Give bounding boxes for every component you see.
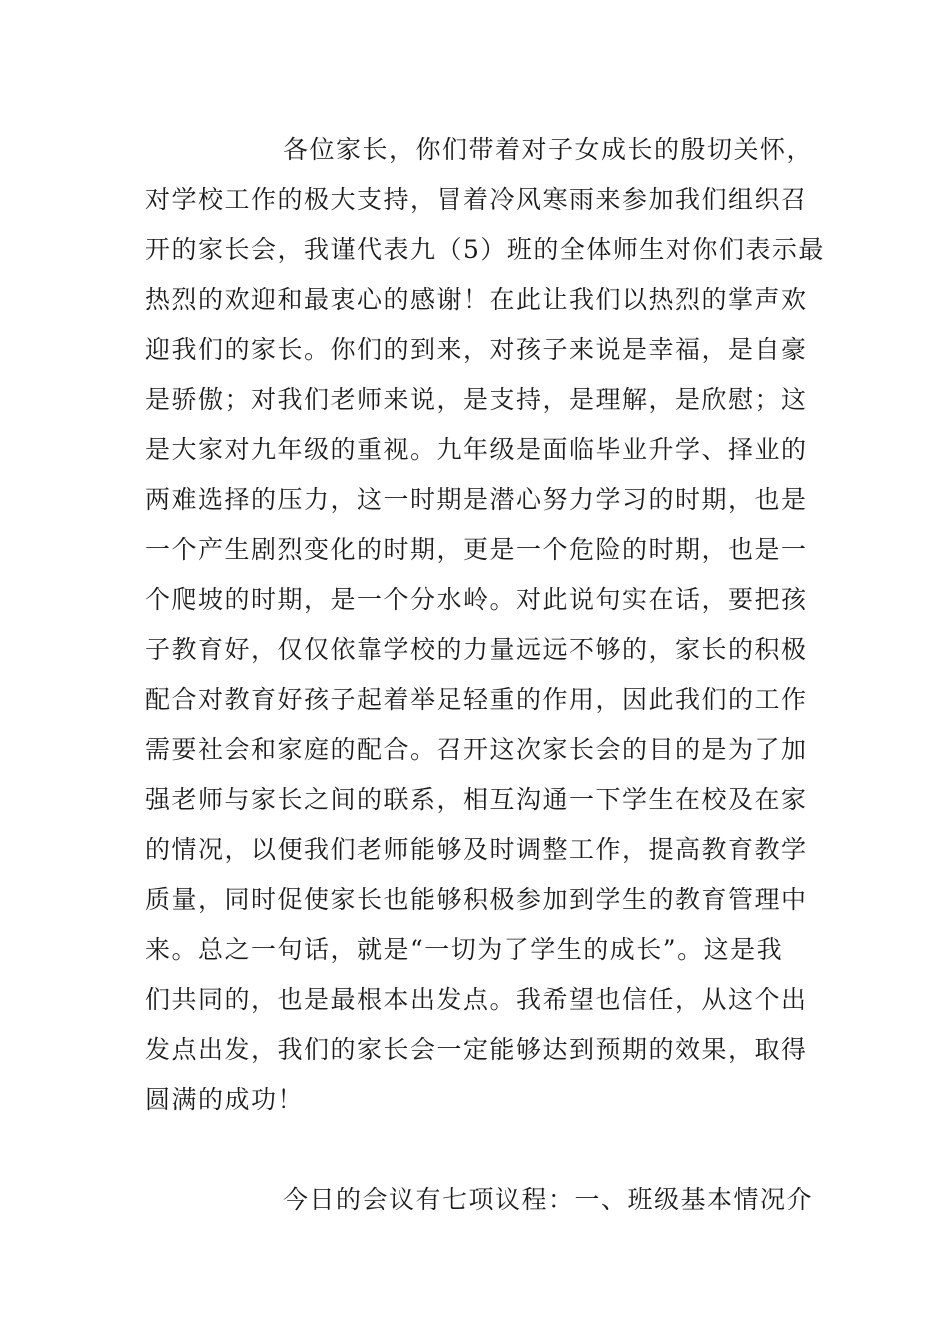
paragraph-2-line: 今日的会议有七项议程：一、班级基本情况介 bbox=[283, 1185, 814, 1214]
paragraph-1-line: 来。总之一句话，就是“一切为了学生的成长”。这是我 bbox=[145, 935, 784, 964]
paragraph-1-line: 是大家对九年级的重视。九年级是面临毕业升学、择业的 bbox=[145, 435, 808, 464]
paragraph-1-line: 迎我们的家长。你们的到来，对孩子来说是幸福，是自豪 bbox=[145, 335, 808, 364]
paragraph-1-line: 各位家长，你们带着对子女成长的殷切关怀， bbox=[283, 135, 814, 164]
paragraph-1-line: 一个产生剧烈变化的时期，更是一个危险的时期，也是一 bbox=[145, 535, 808, 564]
paragraph-1-line: 质量，同时促使家长也能够积极参加到学生的教育管理中 bbox=[145, 885, 808, 914]
paragraph-1-line: 热烈的欢迎和最衷心的感谢！在此让我们以热烈的掌声欢 bbox=[145, 285, 808, 314]
paragraph-1-line: 是骄傲；对我们老师来说，是支持，是理解，是欣慰；这 bbox=[145, 385, 808, 414]
paragraph-1-line: 个爬坡的时期，是一个分水岭。对此说句实在话，要把孩 bbox=[145, 585, 808, 614]
paragraph-1-line: 开的家长会，我谨代表九（5）班的全体师生对你们表示最 bbox=[145, 235, 825, 264]
paragraph-1-line: 两难选择的压力，这一时期是潜心努力学习的时期，也是 bbox=[145, 485, 808, 514]
paragraph-1-line: 的情况，以便我们老师能够及时调整工作，提高教育教学 bbox=[145, 835, 808, 864]
paragraph-1-line: 子教育好，仅仅依靠学校的力量远远不够的，家长的积极 bbox=[145, 635, 808, 664]
paragraph-1-line: 对学校工作的极大支持，冒着冷风寒雨来参加我们组织召 bbox=[145, 185, 808, 214]
paragraph-1-line: 需要社会和家庭的配合。召开这次家长会的目的是为了加 bbox=[145, 735, 808, 764]
paragraph-1-line: 圆满的成功！ bbox=[145, 1085, 305, 1114]
paragraph-1-line: 配合对教育好孩子起着举足轻重的作用，因此我们的工作 bbox=[145, 685, 808, 714]
paragraph-1-line: 强老师与家长之间的联系，相互沟通一下学生在校及在家 bbox=[145, 785, 808, 814]
paragraph-1-line: 们共同的，也是最根本出发点。我希望也信任，从这个出 bbox=[145, 985, 808, 1014]
paragraph-1-line: 发点出发，我们的家长会一定能够达到预期的效果，取得 bbox=[145, 1035, 808, 1064]
